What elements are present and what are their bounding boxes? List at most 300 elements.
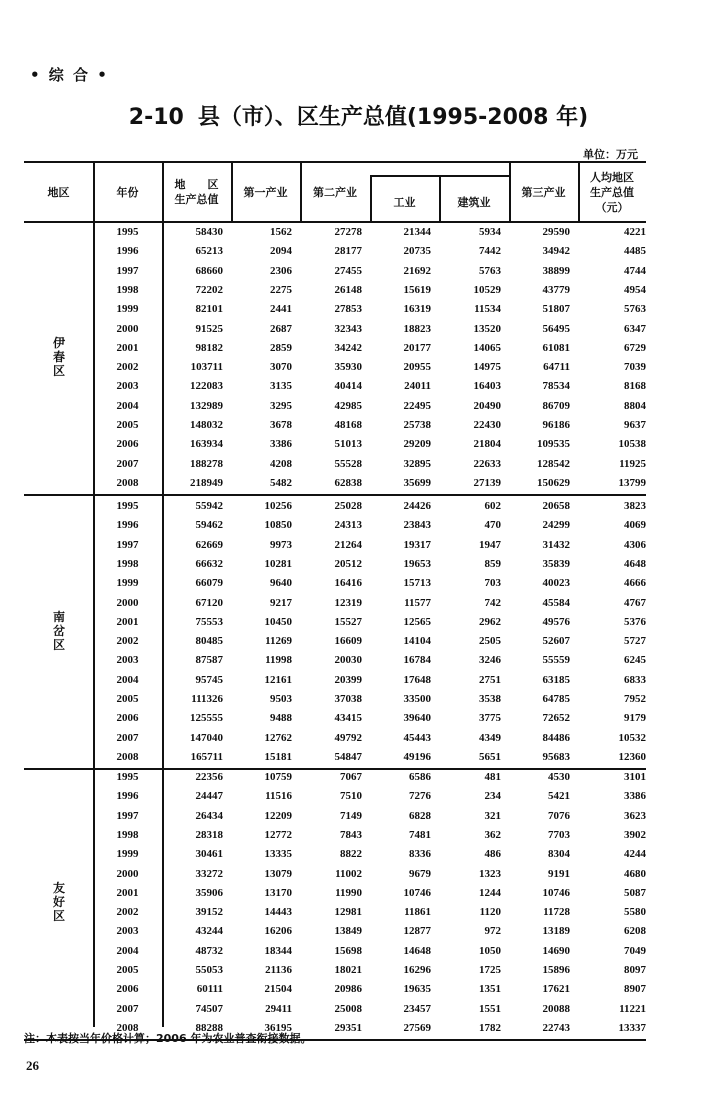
value-cell: 60111: [196, 983, 223, 996]
value-cell: 10759: [264, 771, 292, 783]
value-cell: 1120: [479, 906, 501, 919]
value-cell: 11221: [619, 1002, 646, 1015]
value-cell: 3295: [270, 399, 292, 412]
value-cell: 20986: [334, 983, 362, 996]
value-cell: 40023: [542, 577, 570, 590]
value-cell: 3678: [270, 419, 292, 431]
table-title-text: 县（市）、区生产总值(1995-2008 年): [197, 105, 589, 130]
value-cell: 16206: [264, 925, 292, 938]
value-cell: 486: [484, 848, 501, 861]
value-cell: 10538: [618, 438, 646, 451]
value-cell: 5580: [624, 906, 646, 919]
year-cell: 1995: [116, 226, 139, 238]
year-cell: 1998: [116, 828, 139, 841]
value-cell: 9503: [270, 693, 292, 705]
value-cell: 21692: [403, 264, 431, 277]
value-cell: 17621: [542, 983, 570, 996]
value-cell: 703: [484, 577, 501, 590]
value-cell: 11998: [265, 654, 292, 667]
value-cell: 55053: [195, 964, 223, 976]
value-cell: 2751: [479, 673, 501, 686]
value-cell: 188278: [190, 457, 223, 470]
value-cell: 61081: [542, 341, 570, 354]
value-cell: 20658: [542, 500, 570, 512]
value-cell: 15713: [403, 577, 431, 590]
value-cell: 122083: [190, 380, 223, 393]
value-cell: 972: [484, 925, 501, 938]
value-cell: 148032: [190, 419, 223, 431]
value-cell: 25008: [334, 1002, 362, 1015]
value-cell: 8097: [624, 964, 646, 976]
value-cell: 56495: [542, 322, 570, 335]
value-cell: 4306: [624, 538, 646, 551]
year-cell: 2003: [116, 925, 139, 938]
value-cell: 15181: [264, 750, 292, 763]
value-cell: 4221: [624, 226, 646, 238]
value-cell: 34942: [542, 245, 570, 258]
value-cell: 13520: [473, 322, 501, 335]
value-cell: 12161: [264, 673, 292, 686]
value-cell: 62838: [334, 476, 362, 489]
year-cell: 1999: [116, 577, 139, 590]
table-row: [24, 613, 646, 632]
value-cell: 8804: [624, 399, 646, 412]
value-cell: 11269: [265, 635, 292, 648]
value-cell: 16609: [334, 635, 362, 648]
table-note: 注：本表按当年价格计算；2006 年为农业普查衔接数据。: [24, 1032, 312, 1045]
value-cell: 87587: [195, 654, 223, 667]
value-cell: 67120: [195, 596, 223, 609]
value-cell: 5376: [624, 615, 646, 628]
value-cell: 3101: [624, 771, 646, 783]
value-cell: 2306: [270, 264, 292, 277]
value-cell: 5727: [624, 635, 646, 648]
table-row: [24, 1000, 646, 1019]
value-cell: 4680: [624, 867, 646, 880]
value-cell: 75553: [195, 615, 223, 628]
value-cell: 4530: [548, 771, 570, 783]
header-primary: 第一产业: [243, 185, 288, 199]
year-cell: 1996: [116, 790, 139, 803]
value-cell: 27139: [473, 476, 501, 489]
value-cell: 7481: [409, 828, 431, 841]
value-cell: 28177: [334, 245, 362, 258]
year-cell: 2003: [116, 654, 139, 667]
value-cell: 36195: [264, 1021, 292, 1034]
value-cell: 4244: [624, 848, 646, 861]
value-cell: 8907: [624, 983, 646, 996]
value-cell: 17648: [403, 673, 431, 686]
table-row: [24, 397, 646, 416]
value-cell: 27853: [334, 303, 362, 316]
value-cell: 42985: [334, 399, 362, 412]
header-divider: [578, 161, 580, 222]
value-cell: 481: [484, 771, 501, 783]
year-cell: 2007: [116, 731, 139, 744]
year-cell: 2006: [116, 983, 139, 996]
year-cell: 2005: [116, 964, 139, 976]
value-cell: 23457: [403, 1002, 431, 1015]
value-cell: 1244: [479, 886, 501, 899]
value-cell: 11002: [335, 867, 362, 880]
header-tertiary: 第三产业: [521, 185, 566, 199]
value-cell: 11534: [474, 303, 501, 316]
value-cell: 9973: [270, 538, 292, 551]
value-cell: 49792: [334, 731, 362, 744]
unit-label: 单位：万元: [583, 148, 638, 161]
table-row: [24, 497, 646, 516]
region-label: 友好区: [52, 881, 65, 924]
value-cell: 20177: [403, 341, 431, 354]
table-row: [24, 262, 646, 281]
value-cell: 21264: [334, 538, 362, 551]
value-cell: 14443: [264, 906, 292, 919]
table-row: [24, 536, 646, 555]
value-cell: 742: [484, 596, 501, 609]
year-cell: 1997: [116, 538, 139, 551]
year-cell: 2000: [116, 596, 139, 609]
table-row: [24, 516, 646, 535]
header-gdp-line2: 生产总值: [174, 193, 219, 206]
table-row: [24, 320, 646, 339]
year-cell: 1995: [116, 771, 139, 783]
value-cell: 22356: [195, 771, 223, 783]
value-cell: 59462: [195, 519, 223, 532]
value-cell: 6833: [624, 673, 646, 686]
header-divider: [162, 161, 164, 222]
header-per-capita: [578, 163, 646, 221]
value-cell: 1050: [479, 944, 501, 957]
header-region: 地区: [47, 185, 70, 199]
value-cell: 19635: [403, 983, 431, 996]
value-cell: 35699: [403, 476, 431, 489]
value-cell: 3246: [479, 654, 501, 667]
value-cell: 20735: [403, 245, 431, 258]
value-cell: 98182: [195, 341, 223, 354]
table-row: [24, 632, 646, 651]
year-cell: 2007: [116, 457, 139, 470]
value-cell: 9191: [548, 867, 570, 880]
table-row: [24, 281, 646, 300]
value-cell: 24313: [334, 519, 362, 532]
value-cell: 11516: [265, 790, 292, 803]
value-cell: 21804: [473, 438, 501, 451]
value-cell: 27569: [403, 1021, 431, 1034]
table-row: [24, 416, 646, 435]
value-cell: 39640: [403, 712, 431, 725]
value-cell: 72202: [195, 283, 223, 296]
value-cell: 1782: [479, 1021, 501, 1034]
value-cell: 4954: [624, 283, 646, 296]
value-cell: 150629: [537, 476, 570, 489]
value-cell: 4744: [624, 264, 646, 277]
value-cell: 10450: [264, 615, 292, 628]
value-cell: 7703: [548, 828, 570, 841]
value-cell: 5421: [548, 790, 570, 803]
value-cell: 234: [484, 790, 501, 803]
table-row: [24, 903, 646, 922]
value-cell: 2275: [270, 283, 292, 296]
table-row: [24, 223, 646, 242]
value-cell: 29209: [403, 438, 431, 451]
value-cell: 132989: [190, 399, 223, 412]
value-cell: 24299: [542, 519, 570, 532]
value-cell: 11577: [404, 596, 431, 609]
value-cell: 602: [484, 500, 501, 512]
value-cell: 20088: [542, 1002, 570, 1015]
value-cell: 58430: [195, 226, 223, 238]
table-row: [24, 455, 646, 474]
year-cell: 2000: [116, 867, 139, 880]
value-cell: 48732: [195, 944, 223, 957]
value-cell: 11728: [543, 906, 570, 919]
table-row: [24, 300, 646, 319]
header-per-capita-line3: （元）: [595, 200, 629, 214]
value-cell: 6729: [624, 341, 646, 354]
value-cell: 6828: [409, 809, 431, 822]
header-year: 年份: [116, 185, 139, 199]
value-cell: 12772: [264, 828, 292, 841]
value-cell: 6245: [624, 654, 646, 667]
table-row: [24, 339, 646, 358]
value-cell: 11861: [404, 906, 431, 919]
table-row: [24, 690, 646, 709]
value-cell: 4485: [624, 245, 646, 258]
table-row: [24, 961, 646, 980]
value-cell: 13337: [618, 1021, 646, 1034]
value-cell: 12319: [334, 596, 362, 609]
table-row: [24, 435, 646, 454]
value-cell: 18021: [334, 964, 362, 976]
value-cell: 103711: [190, 361, 223, 374]
value-cell: 34242: [334, 341, 362, 354]
value-cell: 11990: [335, 886, 362, 899]
value-cell: 84486: [542, 731, 570, 744]
value-cell: 16296: [403, 964, 431, 976]
value-cell: 13849: [334, 925, 362, 938]
value-cell: 10529: [473, 283, 501, 296]
value-cell: 3902: [624, 828, 646, 841]
value-cell: 12877: [403, 925, 431, 938]
value-cell: 65213: [195, 245, 223, 258]
value-cell: 48168: [334, 419, 362, 431]
value-cell: 28318: [195, 828, 223, 841]
value-cell: 91525: [195, 322, 223, 335]
value-cell: 8822: [340, 848, 362, 861]
value-cell: 4666: [624, 577, 646, 590]
value-cell: 29411: [265, 1002, 292, 1015]
value-cell: 7039: [624, 361, 646, 374]
value-cell: 5934: [479, 226, 501, 238]
value-cell: 9637: [624, 419, 646, 431]
header-divider: [509, 161, 511, 222]
value-cell: 51807: [542, 303, 570, 316]
value-cell: 35930: [334, 361, 362, 374]
header-secondary: 第二产业: [313, 185, 357, 199]
value-cell: 16319: [403, 303, 431, 316]
value-cell: 37038: [334, 693, 362, 705]
value-cell: 26434: [195, 809, 223, 822]
value-cell: 2505: [479, 635, 501, 648]
table-row: [24, 594, 646, 613]
year-cell: 2008: [116, 1021, 139, 1034]
value-cell: 3386: [270, 438, 292, 451]
value-cell: 6347: [624, 322, 646, 335]
value-cell: 43415: [334, 712, 362, 725]
value-cell: 15896: [542, 964, 570, 976]
table-number: 2-10: [128, 105, 184, 130]
table-row: [24, 574, 646, 593]
value-cell: 25738: [403, 419, 431, 431]
year-cell: 2001: [116, 615, 139, 628]
value-cell: 24426: [403, 500, 431, 512]
table-row: [24, 884, 646, 903]
value-cell: 23843: [403, 519, 431, 532]
region-separator-rule: [24, 494, 646, 496]
value-cell: 78534: [542, 380, 570, 393]
value-cell: 54847: [334, 750, 362, 763]
value-cell: 125555: [190, 712, 223, 725]
value-cell: 4208: [270, 457, 292, 470]
year-cell: 1997: [116, 809, 139, 822]
value-cell: 33500: [403, 693, 431, 705]
value-cell: 45584: [542, 596, 570, 609]
value-cell: 5763: [624, 303, 646, 316]
page-number: 26: [26, 1058, 39, 1073]
value-cell: 1947: [479, 538, 501, 551]
value-cell: 147040: [190, 731, 223, 744]
value-cell: 35839: [542, 557, 570, 570]
value-cell: 9640: [270, 577, 292, 590]
value-cell: 2094: [270, 245, 292, 258]
value-cell: 13189: [542, 925, 570, 938]
value-cell: 20399: [334, 673, 362, 686]
value-cell: 3538: [479, 693, 501, 705]
value-cell: 3775: [479, 712, 501, 725]
value-cell: 6586: [409, 771, 431, 783]
table-row: [24, 807, 646, 826]
value-cell: 20490: [473, 399, 501, 412]
value-cell: 21504: [264, 983, 292, 996]
value-cell: 7442: [479, 245, 501, 258]
value-cell: 163934: [190, 438, 223, 451]
value-cell: 86709: [542, 399, 570, 412]
year-cell: 2004: [116, 944, 139, 957]
header-divider: [370, 175, 372, 222]
value-cell: 10850: [264, 519, 292, 532]
table-row: [24, 826, 646, 845]
value-cell: 19653: [403, 557, 431, 570]
value-cell: 8168: [624, 380, 646, 393]
value-cell: 96186: [542, 419, 570, 431]
value-cell: 88288: [195, 1021, 223, 1034]
value-cell: 4349: [479, 731, 501, 744]
year-cell: 1996: [116, 245, 139, 258]
value-cell: 13335: [264, 848, 292, 861]
year-cell: 2002: [116, 361, 139, 374]
year-cell: 2001: [116, 341, 139, 354]
value-cell: 21136: [265, 964, 292, 976]
year-cell: 2006: [116, 438, 139, 451]
value-cell: 39152: [195, 906, 223, 919]
value-cell: 3623: [624, 809, 646, 822]
header-divider: [300, 161, 302, 222]
table-row: [24, 980, 646, 999]
value-cell: 7149: [340, 809, 362, 822]
value-cell: 859: [484, 557, 501, 570]
table-row: [24, 709, 646, 728]
value-cell: 22633: [473, 457, 501, 470]
table-row: [24, 358, 646, 377]
value-cell: 362: [484, 828, 501, 841]
value-cell: 29351: [334, 1021, 362, 1034]
value-cell: 15698: [334, 944, 362, 957]
value-cell: 43244: [195, 925, 223, 938]
value-cell: 15619: [403, 283, 431, 296]
value-cell: 62669: [195, 538, 223, 551]
table-row: [24, 865, 646, 884]
value-cell: 3823: [624, 500, 646, 512]
header-divider: [231, 161, 233, 222]
value-cell: 7067: [340, 771, 362, 783]
value-cell: 2441: [270, 303, 292, 316]
section-label: • 综 合 •: [30, 66, 109, 84]
value-cell: 218949: [190, 476, 223, 489]
year-cell: 2002: [116, 635, 139, 648]
value-cell: 82101: [195, 303, 223, 316]
value-cell: 7076: [548, 809, 570, 822]
value-cell: 80485: [195, 635, 223, 648]
value-cell: 3135: [270, 380, 292, 393]
value-cell: 10281: [264, 557, 292, 570]
value-cell: 7049: [624, 944, 646, 957]
value-cell: 35906: [195, 886, 223, 899]
value-cell: 32343: [334, 322, 362, 335]
value-cell: 16403: [473, 380, 501, 393]
value-cell: 9679: [409, 867, 431, 880]
value-cell: 10746: [403, 886, 431, 899]
value-cell: 24011: [404, 380, 431, 393]
year-cell: 2008: [116, 476, 139, 489]
value-cell: 25028: [334, 500, 362, 512]
table-title: [0, 100, 717, 131]
value-cell: 29590: [542, 226, 570, 238]
value-cell: 64711: [543, 361, 570, 374]
header-gdp: [162, 163, 231, 221]
value-cell: 109535: [537, 438, 570, 451]
value-cell: 22743: [542, 1021, 570, 1034]
value-cell: 63185: [542, 673, 570, 686]
value-cell: 16416: [334, 577, 362, 590]
table-row: [24, 768, 646, 787]
value-cell: 3386: [624, 790, 646, 803]
table-row: [24, 748, 646, 767]
year-cell: 2002: [116, 906, 139, 919]
value-cell: 14065: [473, 341, 501, 354]
value-cell: 55942: [195, 500, 223, 512]
year-cell: 1998: [116, 557, 139, 570]
value-cell: 7276: [409, 790, 431, 803]
value-cell: 7843: [340, 828, 362, 841]
year-cell: 1999: [116, 848, 139, 861]
value-cell: 9488: [270, 712, 292, 725]
value-cell: 4069: [624, 519, 646, 532]
table-row: [24, 474, 646, 493]
value-cell: 7952: [624, 693, 646, 705]
value-cell: 49196: [403, 750, 431, 763]
year-cell: 1996: [116, 519, 139, 532]
value-cell: 1562: [270, 226, 292, 238]
